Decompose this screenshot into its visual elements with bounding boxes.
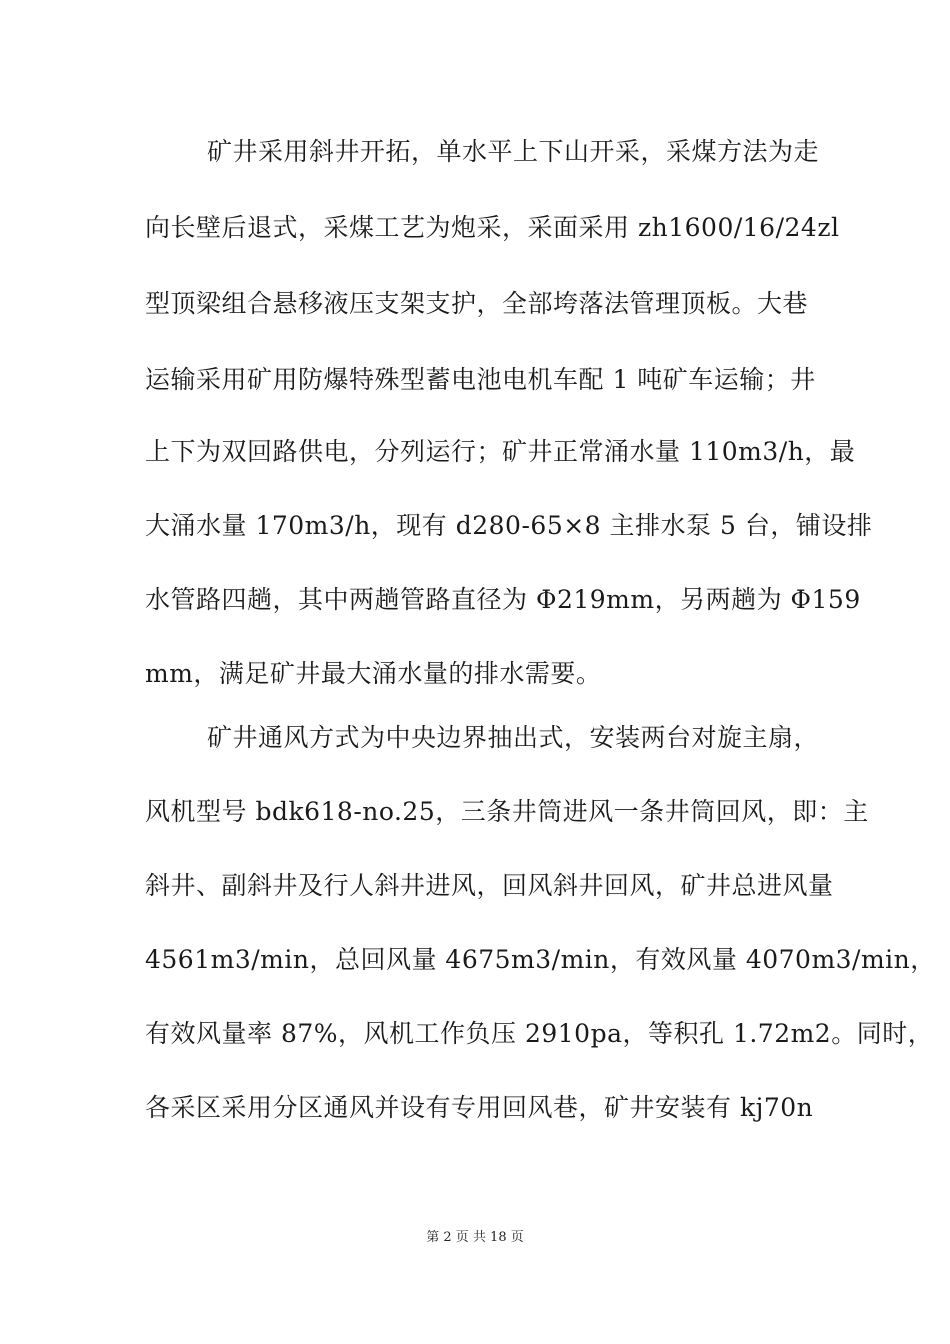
page-number: 第 2 页 共 18 页 xyxy=(426,1230,524,1245)
text-line: 水管路四趟，其中两趟管路直径为 Φ219mm，另两趟为 Φ159 xyxy=(145,585,861,614)
text-line: 4561m3/min，总回风量 4675m3/min，有效风量 4070m3/min， xyxy=(145,945,936,974)
page-footer xyxy=(0,1230,950,1246)
text-line: 大涌水量 170m3/h，现有 d280-65×8 主排水泵 5 台，铺设排 xyxy=(145,511,873,540)
text-line: mm，满足矿井最大涌水量的排水需要。 xyxy=(145,659,602,688)
text-line: 型顶梁组合悬移液压支架支护，全部垮落法管理顶板。大巷 xyxy=(145,289,809,318)
text-line: 上下为双回路供电，分列运行；矿井正常涌水量 110m3/h，最 xyxy=(145,437,856,466)
text-line: 各采区采用分区通风并设有专用回风巷，矿井安装有 kj70n xyxy=(145,1093,814,1122)
text-line: 矿井通风方式为中央边界抽出式，安装两台对旋主扇， xyxy=(207,723,820,752)
text-line: 风机型号 bdk618-no.25，三条井筒进风一条井筒回风，即：主 xyxy=(145,797,869,826)
text-line: 向长壁后退式，采煤工艺为炮采，采面采用 zh1600/16/24zl xyxy=(145,213,840,242)
text-line: 有效风量率 87%，风机工作负压 2910pa，等积孔 1.72m2。同时， xyxy=(145,1019,934,1048)
text-line: 运输采用矿用防爆特殊型蓄电池电机车配 1 吨矿车运输；井 xyxy=(145,365,816,394)
text-line: 矿井采用斜井开拓，单水平上下山开采，采煤方法为走 xyxy=(207,137,820,166)
text-line: 斜井、副斜井及行人斜井进风，回风斜井回风，矿井总进风量 xyxy=(145,871,834,900)
